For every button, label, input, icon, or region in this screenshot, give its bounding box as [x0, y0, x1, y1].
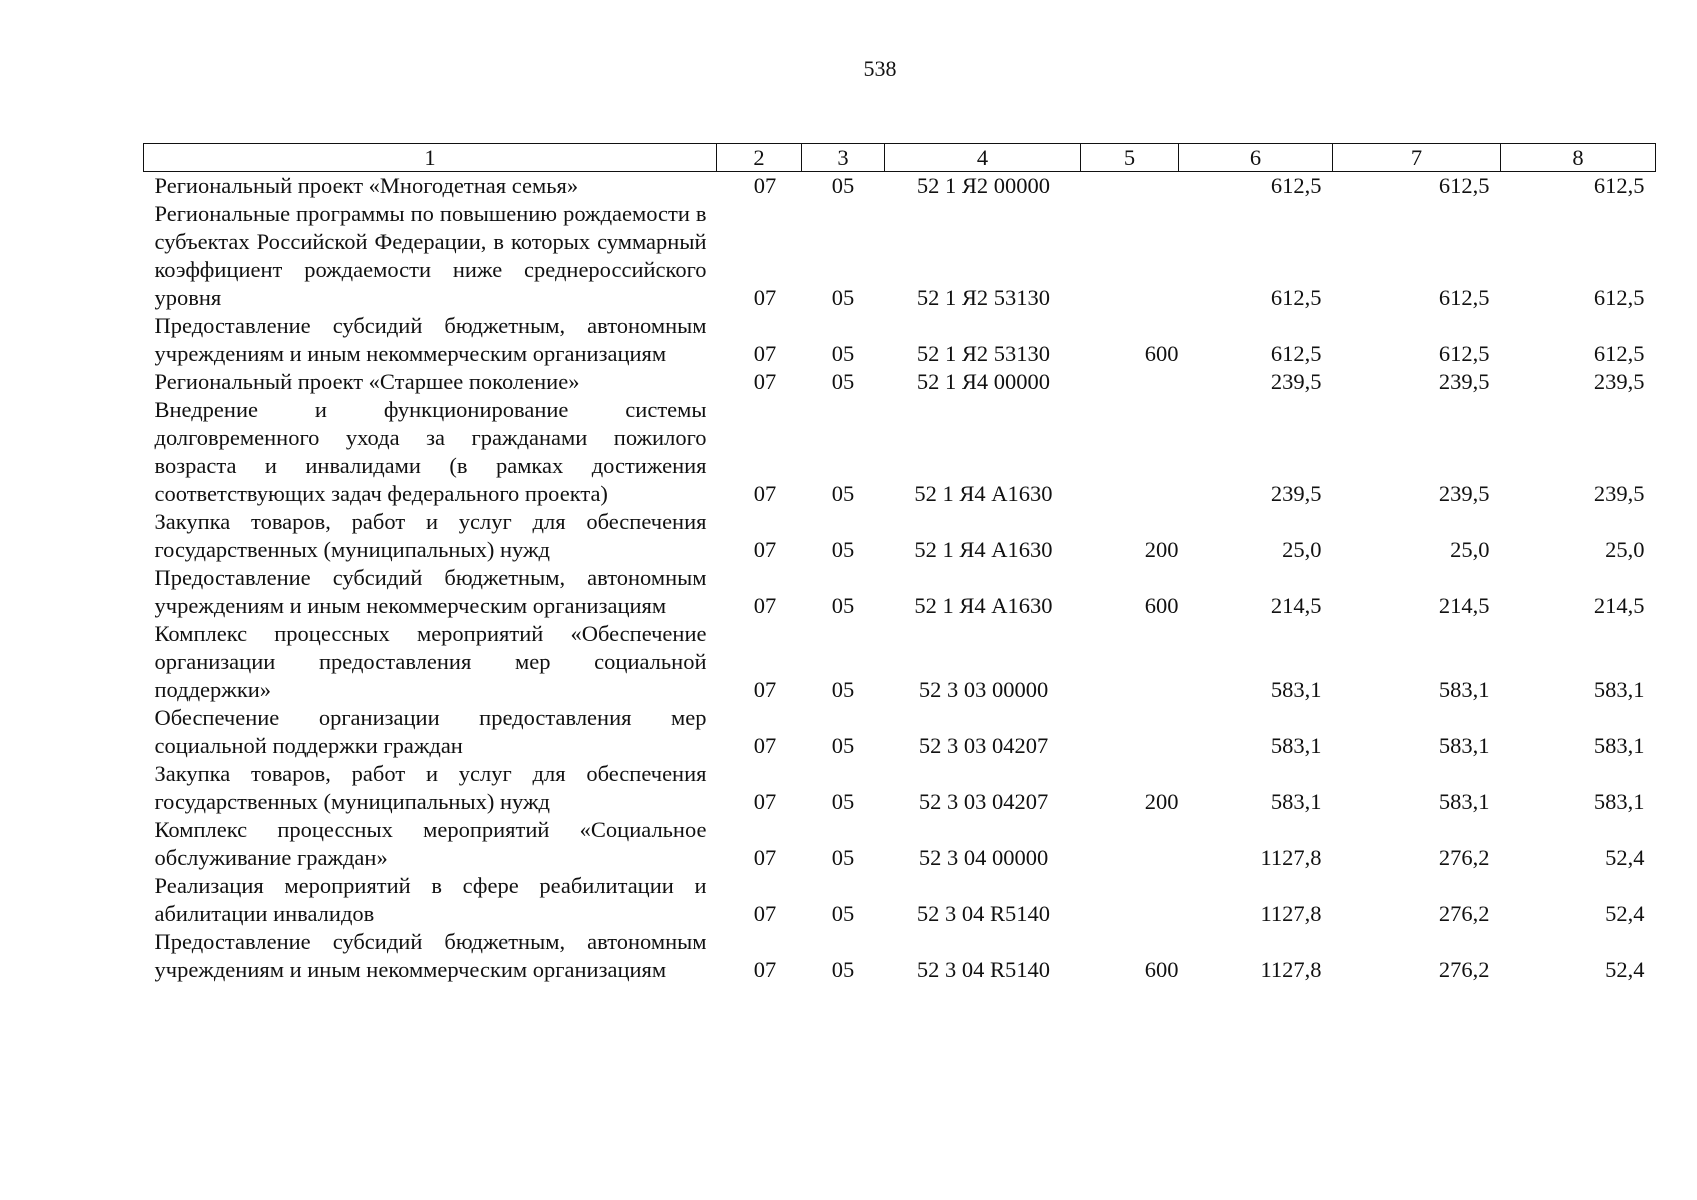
row-value-col6: 612,5	[1270, 173, 1322, 198]
row-value-col6: 583,1	[1270, 789, 1322, 814]
row-value-col7: 583,1	[1438, 789, 1490, 814]
row-subsection-code: 05	[831, 593, 855, 618]
header-row	[144, 144, 1656, 172]
row-target-article: 52 1 Я4 00000	[916, 369, 1051, 394]
row-expense-type	[1081, 816, 1179, 872]
row-target-article: 52 3 04 R5140	[916, 957, 1051, 982]
row-section-code: 07	[753, 537, 777, 562]
row-value-col8: 612,5	[1593, 285, 1645, 310]
row-expense-type: 600	[1144, 593, 1179, 618]
row-value-col6: 1127,8	[1260, 901, 1322, 926]
row-name: Внедрение и функционирование системы долговременного ухода за гражданами пожилого возраста и инвалидами (в рамках достижения соответствующих задач федерального проекта)	[154, 397, 707, 506]
row-value-col8: 612,5	[1593, 173, 1645, 198]
header-col-2: 2	[717, 144, 802, 172]
row-subsection-code: 05	[831, 369, 855, 394]
row-name: Региональные программы по повышению рождаемости в субъектах Российской Федерации, в которых суммарный коэффициент рождаемости ниже среднероссийского уровня	[154, 201, 707, 310]
row-name: Предоставление субсидий бюджетным, автономным учреждениям и иным некоммерческим организациям	[154, 565, 707, 618]
table-body	[144, 172, 1656, 985]
row-subsection-code: 05	[831, 789, 855, 814]
row-target-article: 52 1 Я4 А1630	[914, 593, 1053, 618]
row-subsection-code: 05	[831, 173, 855, 198]
row-expense-type	[1081, 620, 1179, 704]
row-target-article: 52 1 Я2 53130	[916, 285, 1051, 310]
table-row	[144, 704, 1656, 760]
row-subsection-code: 05	[831, 481, 855, 506]
row-expense-type: 200	[1144, 789, 1179, 814]
row-name: Предоставление субсидий бюджетным, автономным учреждениям и иным некоммерческим организациям	[154, 929, 707, 982]
row-value-col8: 583,1	[1593, 677, 1645, 702]
row-value-col7: 612,5	[1438, 285, 1490, 310]
table-row	[144, 928, 1656, 984]
row-value-col6: 214,5	[1270, 593, 1322, 618]
row-section-code: 07	[753, 957, 777, 982]
row-subsection-code: 05	[831, 537, 855, 562]
row-value-col7: 276,2	[1438, 901, 1490, 926]
row-value-col7: 25,0	[1450, 537, 1490, 562]
row-target-article: 52 1 Я2 53130	[916, 341, 1051, 366]
row-value-col6: 25,0	[1282, 537, 1322, 562]
header-col-7: 7	[1333, 144, 1501, 172]
row-target-article: 52 1 Я4 А1630	[914, 537, 1053, 562]
row-value-col7: 276,2	[1438, 845, 1490, 870]
table-row	[144, 508, 1656, 564]
table-row	[144, 564, 1656, 620]
table-header	[144, 144, 1656, 172]
row-value-col6: 239,5	[1270, 481, 1322, 506]
row-name: Предоставление субсидий бюджетным, автономным учреждениям и иным некоммерческим организациям	[154, 313, 707, 366]
row-section-code: 07	[753, 341, 777, 366]
row-name: Обеспечение организации предоставления мер социальной поддержки граждан	[154, 705, 707, 758]
row-value-col8: 583,1	[1593, 733, 1645, 758]
table-row	[144, 172, 1656, 201]
row-value-col8: 52,4	[1605, 845, 1645, 870]
row-expense-type: 600	[1144, 957, 1179, 982]
row-value-col8: 239,5	[1593, 481, 1645, 506]
table-row	[144, 620, 1656, 704]
row-name: Закупка товаров, работ и услуг для обеспечения государственных (муниципальных) нужд	[154, 509, 707, 562]
row-subsection-code: 05	[831, 677, 855, 702]
row-target-article: 52 3 03 04207	[918, 789, 1049, 814]
row-expense-type	[1081, 200, 1179, 312]
row-value-col6: 239,5	[1270, 369, 1322, 394]
row-target-article: 52 3 03 00000	[918, 677, 1049, 702]
header-col-3: 3	[802, 144, 885, 172]
row-expense-type	[1081, 872, 1179, 928]
row-section-code: 07	[753, 173, 777, 198]
row-section-code: 07	[753, 845, 777, 870]
row-expense-type	[1081, 172, 1179, 201]
row-subsection-code: 05	[831, 901, 855, 926]
row-value-col8: 25,0	[1605, 537, 1645, 562]
table-row	[144, 396, 1656, 508]
row-target-article: 52 3 03 04207	[918, 733, 1049, 758]
row-target-article: 52 1 Я2 00000	[916, 173, 1051, 198]
row-expense-type	[1081, 704, 1179, 760]
row-target-article: 52 3 04 00000	[918, 845, 1049, 870]
row-subsection-code: 05	[831, 845, 855, 870]
row-subsection-code: 05	[831, 341, 855, 366]
row-section-code: 07	[753, 593, 777, 618]
row-section-code: 07	[753, 733, 777, 758]
row-expense-type: 600	[1144, 341, 1179, 366]
row-value-col6: 583,1	[1270, 677, 1322, 702]
row-value-col7: 276,2	[1438, 957, 1490, 982]
table-row	[144, 368, 1656, 396]
row-value-col6: 1127,8	[1260, 957, 1322, 982]
row-subsection-code: 05	[831, 733, 855, 758]
row-expense-type	[1081, 368, 1179, 396]
header-col-6: 6	[1179, 144, 1333, 172]
header-col-8: 8	[1501, 144, 1656, 172]
table-row	[144, 872, 1656, 928]
row-value-col6: 612,5	[1270, 341, 1322, 366]
row-value-col7: 239,5	[1438, 481, 1490, 506]
row-name: Закупка товаров, работ и услуг для обеспечения государственных (муниципальных) нужд	[154, 761, 707, 814]
row-subsection-code: 05	[831, 285, 855, 310]
row-subsection-code: 05	[831, 957, 855, 982]
row-target-article: 52 3 04 R5140	[916, 901, 1051, 926]
row-value-col7: 583,1	[1438, 677, 1490, 702]
row-name: Региональный проект «Старшее поколение»	[154, 369, 580, 394]
row-value-col8: 612,5	[1593, 341, 1645, 366]
row-section-code: 07	[753, 677, 777, 702]
table-row	[144, 760, 1656, 816]
row-section-code: 07	[753, 789, 777, 814]
row-value-col7: 583,1	[1438, 733, 1490, 758]
row-expense-type: 200	[1144, 537, 1179, 562]
header-col-5: 5	[1081, 144, 1179, 172]
row-name: Комплекс процессных мероприятий «Обеспечение организации предоставления мер социальной поддержки»	[154, 621, 707, 702]
row-name: Региональный проект «Многодетная семья»	[154, 173, 579, 198]
row-expense-type	[1081, 396, 1179, 508]
row-value-col7: 612,5	[1438, 341, 1490, 366]
row-value-col8: 239,5	[1593, 369, 1645, 394]
budget-table	[143, 143, 1656, 984]
row-value-col8: 52,4	[1605, 957, 1645, 982]
row-value-col7: 239,5	[1438, 369, 1490, 394]
row-target-article: 52 1 Я4 А1630	[914, 481, 1053, 506]
budget-table-container	[143, 143, 1655, 984]
row-section-code: 07	[753, 901, 777, 926]
row-value-col6: 612,5	[1270, 285, 1322, 310]
row-value-col6: 1127,8	[1260, 845, 1322, 870]
row-name: Комплекс процессных мероприятий «Социальное обслуживание граждан»	[154, 817, 707, 870]
row-value-col6: 583,1	[1270, 733, 1322, 758]
table-row	[144, 200, 1656, 312]
row-value-col7: 612,5	[1438, 173, 1490, 198]
row-name: Реализация мероприятий в сфере реабилитации и абилитации инвалидов	[154, 873, 707, 926]
row-value-col8: 214,5	[1593, 593, 1645, 618]
page-number: 538	[863, 56, 897, 81]
row-section-code: 07	[753, 481, 777, 506]
row-section-code: 07	[753, 369, 777, 394]
table-row	[144, 312, 1656, 368]
header-col-1: 1	[144, 144, 717, 172]
table-row	[144, 816, 1656, 872]
row-value-col8: 583,1	[1593, 789, 1645, 814]
header-col-4: 4	[885, 144, 1081, 172]
row-section-code: 07	[753, 285, 777, 310]
row-value-col7: 214,5	[1438, 593, 1490, 618]
row-value-col8: 52,4	[1605, 901, 1645, 926]
